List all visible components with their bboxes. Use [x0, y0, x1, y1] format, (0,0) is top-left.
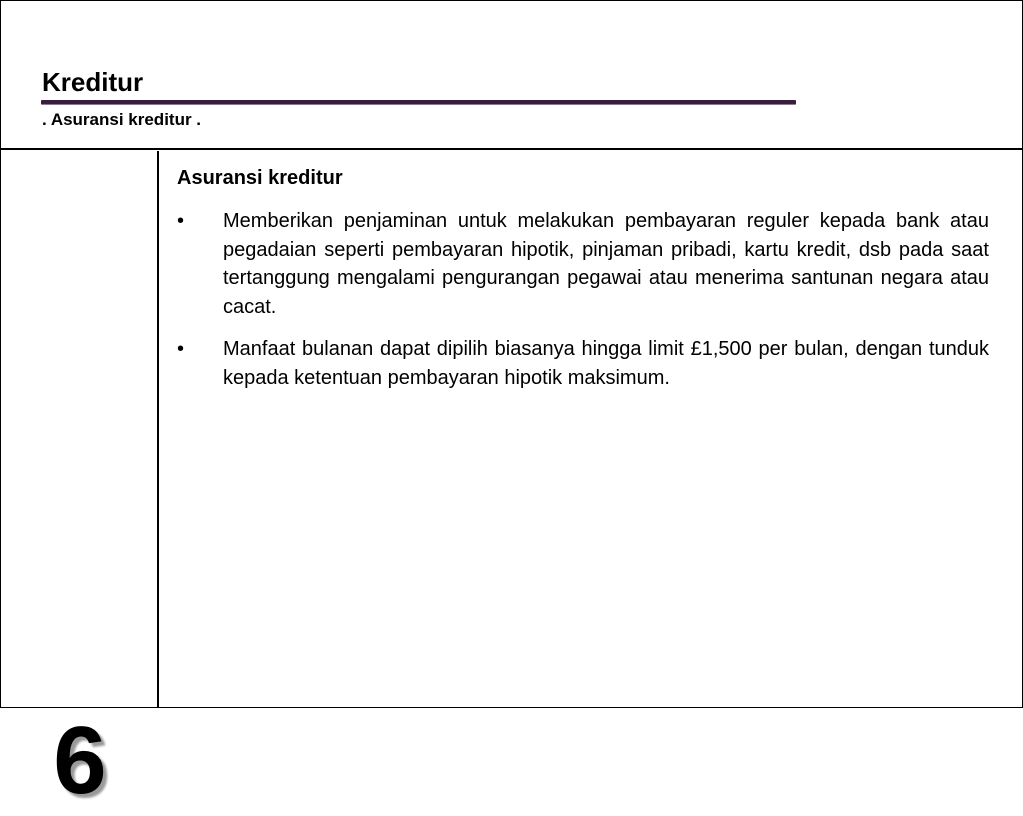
bullet-list: [177, 207, 989, 392]
bullet-text: Memberikan penjaminan untuk melakukan pembayaran reguler kepada bank atau pegadaian seperti pembayaran hipotik, pinjaman pribadi, kartu kredit, dsb pada saat tertanggung mengalami pengurangan pegawai atau menerima santunan negara atau cacat.: [223, 210, 989, 318]
slide-title: Kreditur: [42, 67, 144, 97]
slide-header: [1, 1, 1022, 150]
slide-content: [177, 164, 989, 406]
slide-sidebar: [1, 151, 159, 814]
bullet-icon: •: [177, 338, 185, 360]
bullet-item: [177, 207, 989, 321]
title-underline: [41, 100, 796, 105]
content-heading: Asuransi kreditur: [177, 167, 343, 189]
page-number: 6: [53, 707, 107, 814]
bullet-icon: •: [177, 210, 185, 232]
slide-subtitle: . Asuransi kreditur .: [42, 110, 202, 129]
bullet-text: Manfaat bulanan dapat dipilih biasanya hingga limit £1,500 per bulan, dengan tunduk kepada ketentuan pembayaran hipotik maksimum.: [223, 338, 989, 389]
bullet-item: [177, 335, 989, 392]
